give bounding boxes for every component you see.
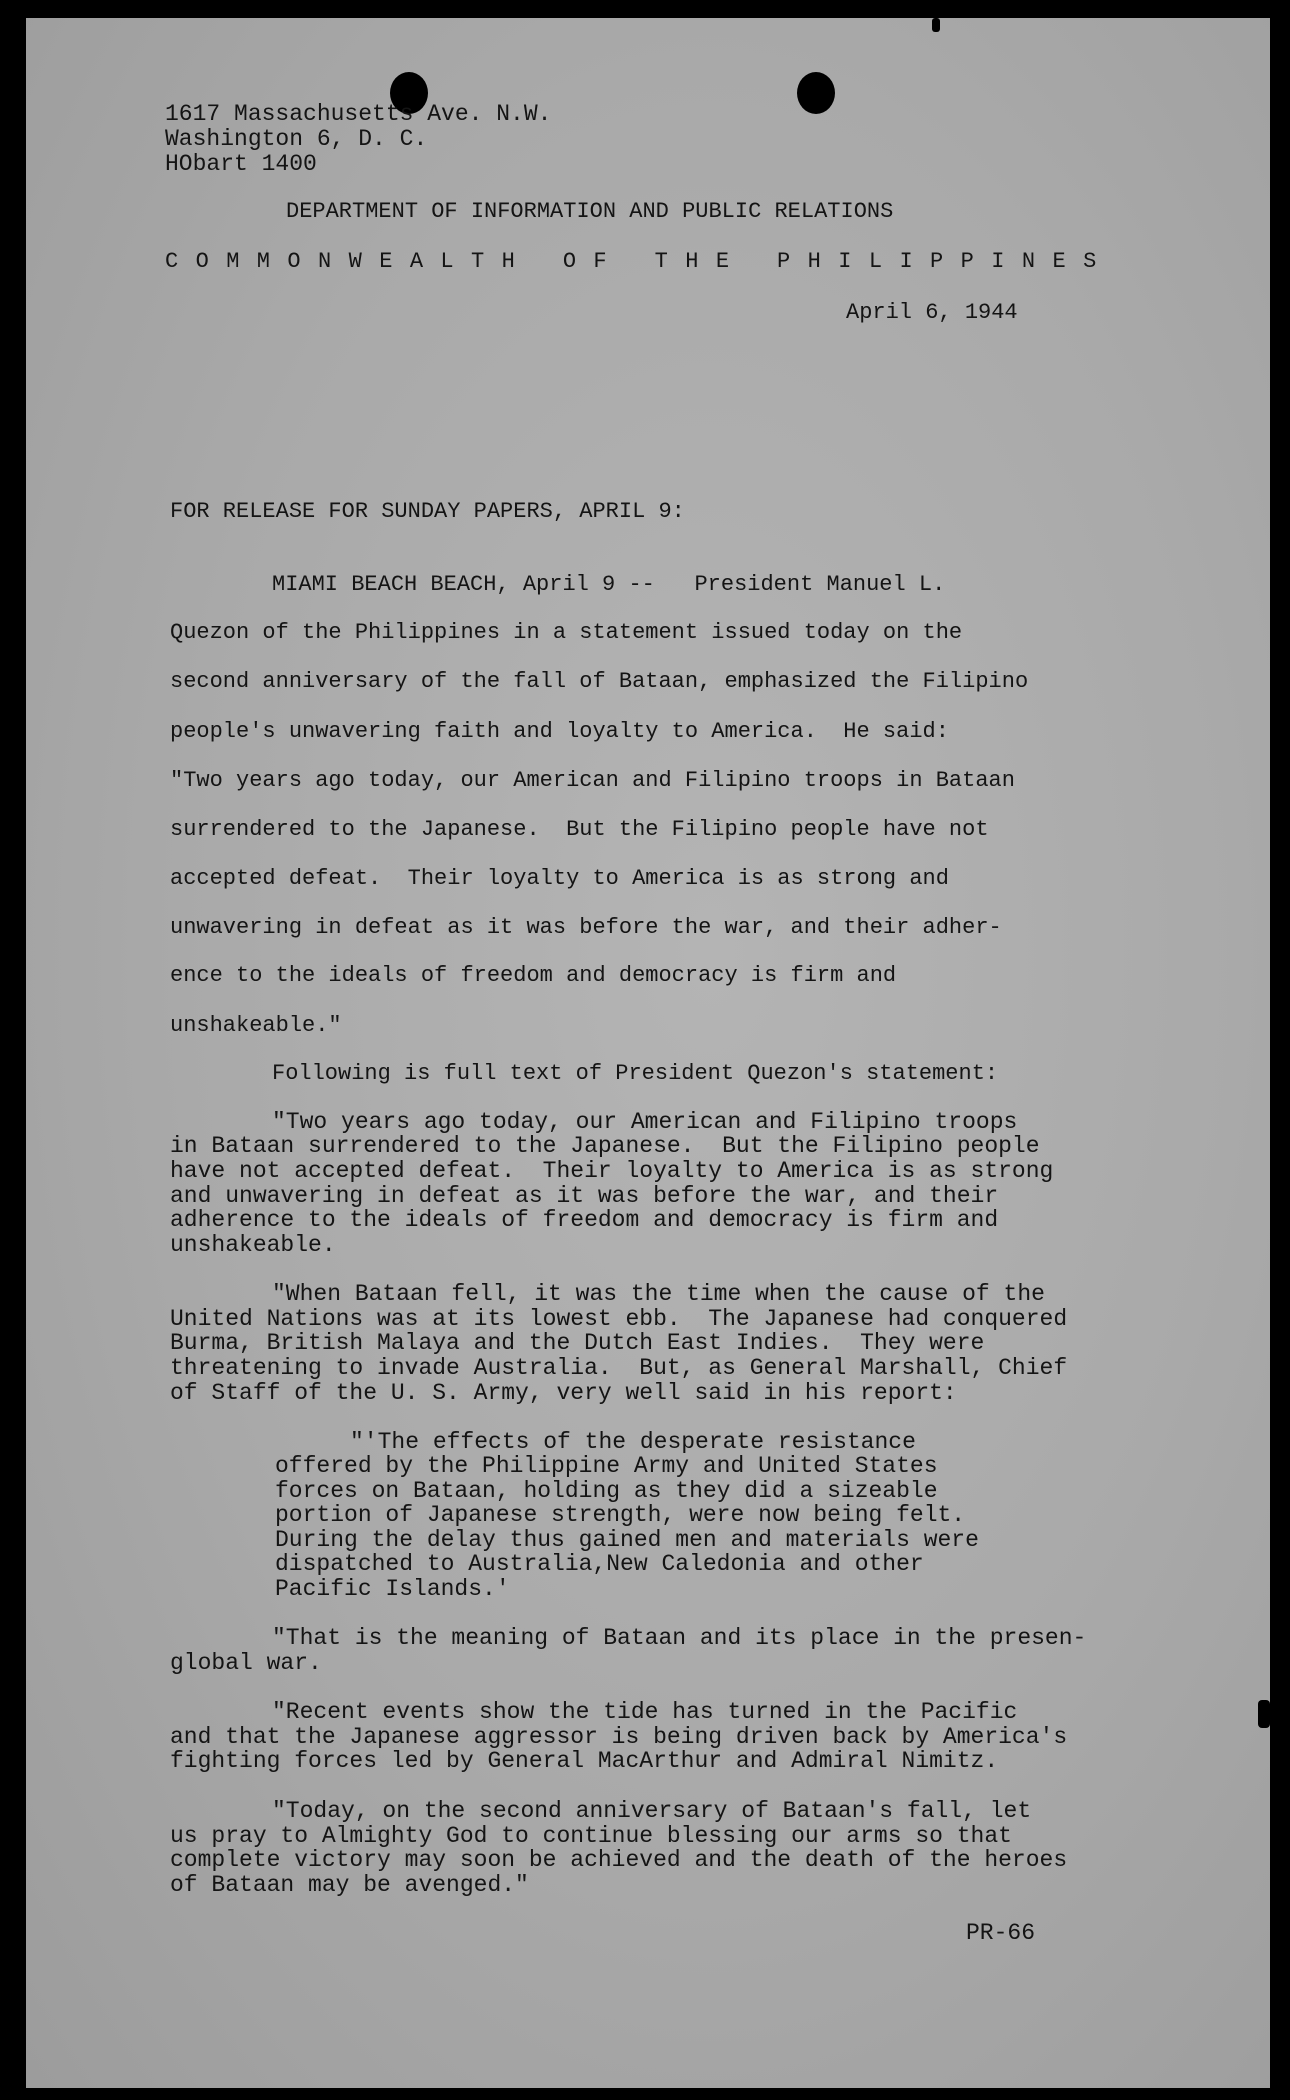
address-line-2: Washington 6, D. C. <box>165 126 428 152</box>
statement-line: adherence to the ideals of freedom and democracy is firm and <box>170 1207 999 1233</box>
marshall-quote-line: dispatched to Australia,New Caledonia and other <box>275 1551 924 1577</box>
statement-line: threatening to invade Australia. But, as General Marshall, Chief <box>170 1355 1068 1381</box>
statement-line: "That is the meaning of Bataan and its place in the presen- <box>272 1625 1087 1651</box>
statement-line: us pray to Almighty God to continue blessing our arms so that <box>170 1823 1012 1849</box>
release-date: April 6, 1944 <box>846 300 1018 325</box>
scan-edge-mark <box>1258 1700 1270 1728</box>
statement-line: of Bataan may be avenged." <box>170 1872 529 1898</box>
statement-line: in Bataan surrendered to the Japanese. But the Filipino people <box>170 1133 1040 1159</box>
statement-line: Burma, British Malaya and the Dutch East Indies. They were <box>170 1330 985 1356</box>
statement-line: "Today, on the second anniversary of Bataan's fall, let <box>272 1798 1032 1824</box>
statement-line: and unwavering in defeat as it was before the war, and their <box>170 1183 999 1209</box>
statement-line: global war. <box>170 1650 322 1676</box>
intro-line: MIAMI BEACH BEACH, April 9 -- President Manuel L. <box>272 572 946 597</box>
punch-hole-right <box>797 72 835 114</box>
release-reference-number: PR-66 <box>966 1920 1036 1946</box>
intro-line: Quezon of the Philippines in a statement issued today on the <box>170 620 963 645</box>
intro-line: people's unwavering faith and loyalty to America. He said: <box>170 719 949 744</box>
statement-line: unshakeable. <box>170 1232 336 1258</box>
statement-line: "Two years ago today, our American and Filipino troops <box>272 1109 1018 1135</box>
scan-speck <box>932 18 940 32</box>
statement-line: and that the Japanese aggressor is being driven back by America's <box>170 1724 1068 1750</box>
statement-line: have not accepted defeat. Their loyalty to America is as strong <box>170 1158 1054 1184</box>
release-heading: FOR RELEASE FOR SUNDAY PAPERS, APRIL 9: <box>170 499 685 524</box>
marshall-quote-line: Pacific Islands.' <box>275 1576 510 1602</box>
department-heading: DEPARTMENT OF INFORMATION AND PUBLIC RELATIONS <box>286 199 894 224</box>
statement-line: "When Bataan fell, it was the time when the cause of the <box>272 1281 1045 1307</box>
phone-line: HObart 1400 <box>165 151 317 177</box>
marshall-quote-line: portion of Japanese strength, were now being felt. <box>275 1502 966 1528</box>
intro-line: Following is full text of President Quezon's statement: <box>272 1061 999 1086</box>
marshall-quote-line: forces on Bataan, holding as they did a sizeable <box>275 1478 938 1504</box>
statement-line: United Nations was at its lowest ebb. The Japanese had conquered <box>170 1306 1068 1332</box>
commonwealth-heading: COMMONWEALTH OF THE PHILIPPINES <box>165 249 1114 274</box>
address-line-1: 1617 Massachusetts Ave. N.W. <box>165 101 552 127</box>
intro-line: surrendered to the Japanese. But the Filipino people have not <box>170 817 989 842</box>
intro-line: unwavering in defeat as it was before the war, and their adher- <box>170 915 1002 940</box>
intro-line: unshakeable." <box>170 1013 342 1038</box>
intro-line: accepted defeat. Their loyalty to America is as strong and <box>170 866 949 891</box>
intro-line: ence to the ideals of freedom and democracy is firm and <box>170 963 897 988</box>
intro-line: second anniversary of the fall of Bataan, emphasized the Filipino <box>170 669 1029 694</box>
intro-line: "Two years ago today, our American and Filipino troops in Bataan <box>170 768 1015 793</box>
statement-line: fighting forces led by General MacArthur and Admiral Nimitz. <box>170 1748 999 1774</box>
marshall-quote-line: During the delay thus gained men and materials were <box>275 1527 979 1553</box>
statement-line: complete victory may soon be achieved and the death of the heroes <box>170 1847 1068 1873</box>
marshall-quote-line: "'The effects of the desperate resistance <box>350 1429 916 1455</box>
document-page <box>26 18 1270 2088</box>
marshall-quote-line: offered by the Philippine Army and United States <box>275 1453 938 1479</box>
statement-line: of Staff of the U. S. Army, very well said in his report: <box>170 1380 957 1406</box>
statement-line: "Recent events show the tide has turned in the Pacific <box>272 1699 1018 1725</box>
